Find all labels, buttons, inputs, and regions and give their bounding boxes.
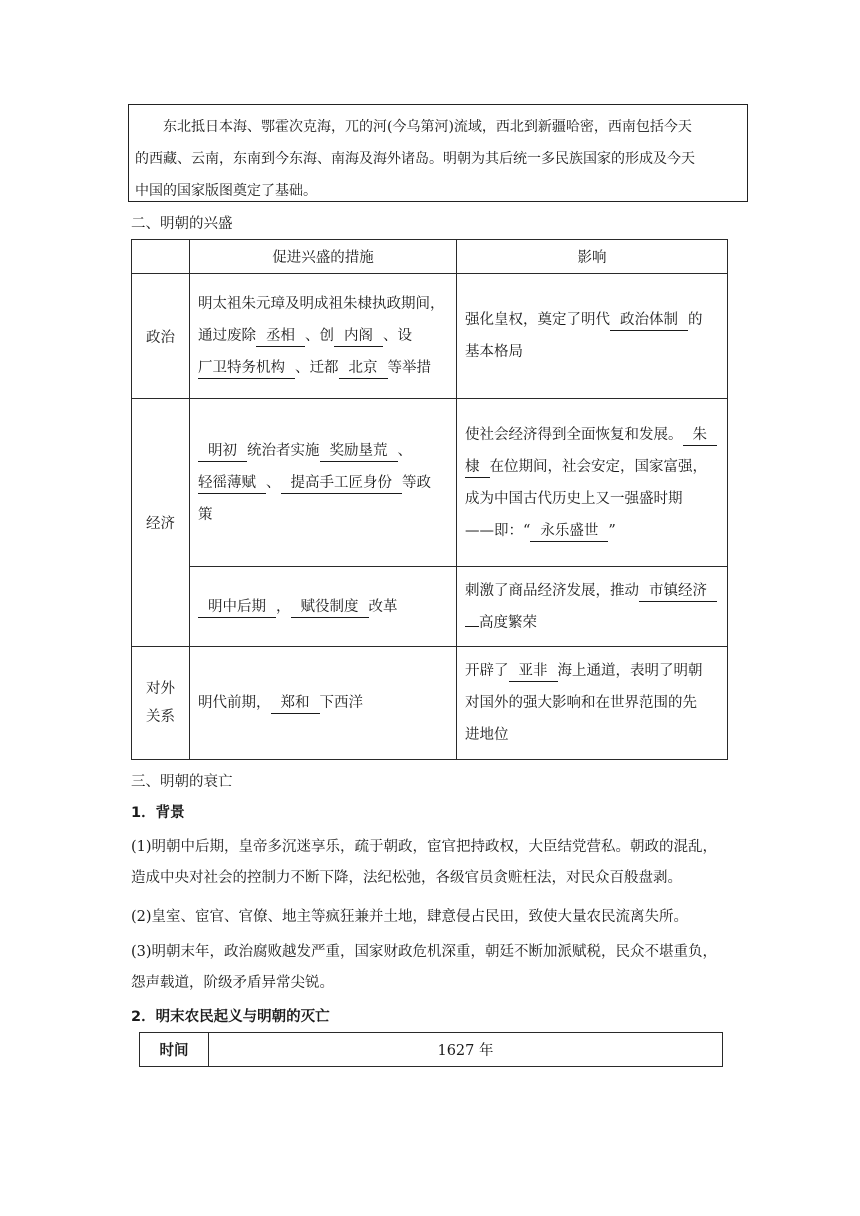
text-fragment: 改革 [368,598,398,615]
category-foreign-line-2: 关系 [146,709,175,725]
text-fragment: 海上通道，表明了明朝 [557,663,703,679]
fill-blank-light-taxes: 轻徭薄赋 [198,475,266,494]
subheading-uprising: 2．明末农民起义与明朝的灭亡 [131,1009,330,1025]
text-fragment: 等举措 [387,360,431,376]
economy-impact-line-3: 成为中国古代历史上又一强盛时期 [465,490,683,507]
text-fragment: ， [276,598,291,615]
fill-blank-beijing: 北京 [339,360,388,379]
paragraph-2: (2)皇室、宦官、官僚、地主等疯狂兼并土地，肆意侵占民田，致使大量农民流离失所。 [131,909,689,925]
text-fragment: 下西洋 [319,695,363,711]
text-fragment: 的 [688,312,703,328]
fill-blank-zhu-di-part-1: 朱 [683,427,718,446]
time-label: 时间 [140,1033,209,1067]
uprising-table [139,1032,723,1067]
fill-blank-yongle-prosperity: 永乐盛世 [530,523,608,542]
table-row-economy-1 [132,399,728,567]
foreign-impact-line-3: 进地位 [465,727,509,743]
text-fragment: 、 [266,474,281,491]
foreign-measures [190,647,457,760]
category-politics: 政治 [132,274,190,399]
paragraph-3-line-1: (3)明朝末年，政治腐败越发严重，国家财政危机深重，朝廷不断加派赋税，民众不堪重负， [131,944,718,960]
politics-measures-line-2 [198,320,448,352]
economy-impact-line-4 [465,515,719,547]
text-fragment: 、创 [305,328,334,344]
fill-blank-zhu-di-part-2: 棣 [465,459,490,478]
fill-blank-zheng-he: 郑和 [271,695,320,714]
economy-measures-line-3: 策 [198,506,213,523]
text-fragment: 在位期间，社会安定，国家富强， [489,458,707,475]
text-fragment: 高度繁荣 [479,614,537,631]
politics-measures-line-1: 明太祖朱元璋及明成祖朱棣执政期间， [198,296,445,312]
section-2-title: 二、明朝的兴盛 [131,216,233,232]
text-fragment: 等政 [402,474,431,491]
text-fragment: 通过废除 [198,328,256,344]
table-row-foreign [132,647,728,760]
economy-impact-1 [457,399,728,567]
header-impact: 影响 [457,240,728,274]
fill-blank-artisan-status: 提高手工匠身份 [281,475,403,494]
fill-blank-tax-system: 赋役制度 [291,599,369,618]
economy-measures-line-2 [198,467,448,499]
economy-measures-line-1 [198,435,448,467]
fill-blank-town-economy: 市镇经济 [639,583,717,602]
fill-blank-land-reclamation: 奖励垦荒 [320,443,398,462]
economy-impact-2-line-2 [465,607,719,639]
politics-impact-line-1 [465,304,719,336]
time-value: 1627 年 [209,1033,723,1067]
subheading-background: 1．背景 [131,805,185,821]
economy-measures-2 [190,567,457,647]
foreign-impact [457,647,728,760]
economy-impact-2 [457,567,728,647]
text-fragment: 统治者实施 [247,442,320,459]
intro-line-1: 东北抵日本海、鄂霍次克海，兀的河(今乌第河)流域，西北到新疆哈密，西南包括今天 [163,119,692,135]
text-fragment: 明代前期， [198,695,271,711]
paragraph-1-line-2: 造成中央对社会的控制力不断下降，法纪松弛，各级官员贪赃枉法，对民众百般盘剥。 [131,869,682,886]
fill-blank-early-ming: 明初 [198,443,247,462]
table-header-row [132,240,728,274]
text-fragment: 强化皇权，奠定了明代 [465,312,610,328]
intro-line-2: 的西藏、云南，东南到今东海、南海及海外诸岛。明朝为其后统一多民族国家的形成及今天 [135,151,695,167]
fill-blank-political-system: 政治体制 [610,312,688,331]
text-fragment: 、迁都 [295,360,339,376]
table-row [140,1033,723,1067]
text-fragment: 、设 [383,328,412,344]
table-row-politics [132,274,728,399]
paragraph-1-line-1: (1)明朝中后期，皇帝多沉迷享乐，疏于朝政，宦官把持政权，大臣结党营私。朝政的混乱， [131,839,718,855]
fill-blank-secret-police: 厂卫特务机构 [198,360,295,379]
header-empty [132,240,190,274]
text-fragment: 刺激了商品经济发展，推动 [465,582,639,599]
economy-impact-line-2 [465,451,719,483]
intro-line-3: 中国的国家版图奠定了基础。 [135,183,317,199]
category-foreign [132,647,190,760]
category-economy: 经济 [132,399,190,647]
text-fragment: 、 [397,442,412,459]
politics-impact-line-2: 基本格局 [465,344,523,360]
paragraph-3 [131,937,731,998]
foreign-impact-line-1 [465,655,719,687]
economy-measures-1 [190,399,457,567]
politics-measures [190,274,457,399]
fill-blank-asia-africa: 亚非 [509,663,558,682]
blank-underline [465,625,479,627]
text-fragment: 开辟了 [465,663,509,679]
header-measures: 促进兴盛的措施 [190,240,457,274]
economy-impact-line-1 [465,419,719,451]
paragraph-1 [131,832,731,893]
table-row-economy-2 [132,567,728,647]
fill-blank-mid-late-ming: 明中后期 [198,599,276,618]
politics-measures-line-3 [198,352,448,384]
paragraph-3-line-2: 怨声载道，阶级矛盾异常尖锐。 [131,974,334,991]
text-fragment: ” [608,522,616,539]
foreign-impact-line-2: 对国外的强大影响和在世界范围的先 [465,695,697,711]
ming-prosperity-table [131,239,728,760]
economy-impact-2-line-1 [465,575,719,607]
politics-impact [457,274,728,399]
category-foreign-line-1: 对外 [146,681,175,697]
text-fragment: 使社会经济得到全面恢复和发展。 [465,426,683,443]
section-3-title: 三、明朝的衰亡 [131,774,233,790]
fill-blank-cabinet: 内阁 [334,328,383,347]
text-fragment: ——即：“ [465,522,531,539]
fill-blank-chancellor: 丞相 [256,328,305,347]
intro-text-box [128,104,748,202]
